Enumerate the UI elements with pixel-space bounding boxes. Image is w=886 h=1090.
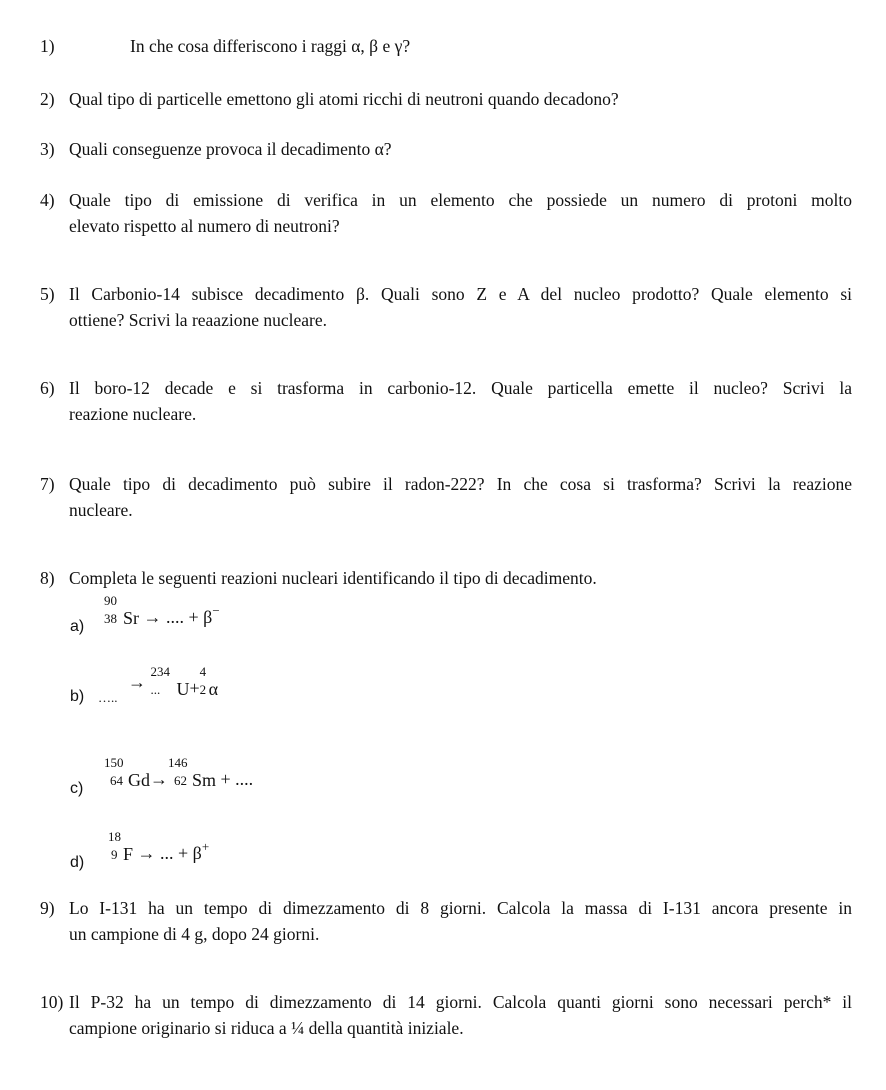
question-number: 2) (40, 89, 55, 109)
reaction-d (108, 829, 210, 865)
question-text-line-1: Il P-32 ha un tempo di dimezzamento di 14 giorni. Calcola quanti giorni sono necessari perch* il (69, 992, 852, 1012)
alpha-particle (199, 664, 219, 700)
question-number: 9) (40, 898, 55, 918)
question-text: Quali conseguenze provoca il decadimento α? (69, 139, 392, 159)
atomic-number: 64 (110, 773, 123, 789)
question-number: 1) (40, 36, 55, 56)
atomic-number: 38 (104, 611, 117, 627)
isotope-sr (104, 593, 140, 629)
question-text: In che cosa differiscono i raggi α, β e γ? (130, 36, 411, 56)
question-text-line-1: Il Carbonio-14 subisce decadimento β. Quali sono Z e A del nucleo prodotto? Quale elemento si (69, 284, 852, 304)
reaction-c (104, 755, 254, 791)
atomic-number: 9 (111, 847, 118, 863)
question-number: 3) (40, 139, 55, 159)
mass-number: 4 (199, 664, 207, 680)
reaction-b (98, 664, 219, 705)
question-text-line-2: nucleare. (69, 500, 133, 520)
question-text-line-1: Quale tipo di decadimento può subire il radon-222? In che cosa si trasforma? Scrivi la reazione (69, 474, 852, 494)
question-number: 6) (40, 378, 55, 398)
question-text-line-2: ottiene? Scrivi la reaazione nucleare. (69, 310, 327, 330)
isotope-gd (104, 755, 150, 791)
reaction-a (104, 593, 220, 629)
question-text-line-2: un campione di 4 g, dopo 24 giorni. (69, 924, 320, 944)
atomic-number: 2 (199, 682, 207, 698)
mass-number: 18 (108, 829, 121, 845)
question-text-line-2: reazione nucleare. (69, 404, 197, 424)
reaction-b-label: b) (70, 688, 85, 705)
question-text-line-1: Lo I-131 ha un tempo di dimezzamento di 8 giorni. Calcola la massa di I-131 ancora presente in (69, 898, 852, 918)
question-number: 10) (40, 992, 64, 1012)
isotope-f (108, 829, 134, 865)
plus: + (189, 678, 200, 698)
mass-number: 146 (168, 755, 188, 771)
atomic-number: ... (150, 682, 161, 698)
question-text-line-2: elevato rispetto al numero di neutroni? (69, 216, 340, 236)
question-text: Completa le seguenti reazioni nucleari identificando il tipo di decadimento. (69, 568, 597, 588)
reaction-rest: → ... + β (133, 843, 202, 863)
mass-number: 150 (104, 755, 124, 771)
reaction-a-label: a) (70, 618, 85, 635)
question-text-line-1: Il boro-12 decade e si trasforma in carbonio-12. Quale particella emette il nucleo? Scrivi la (69, 378, 852, 398)
reaction-d-label: d) (70, 854, 85, 871)
element-symbol: U (176, 679, 190, 700)
question-number: 5) (40, 284, 55, 304)
charge: − (212, 603, 220, 618)
reaction-c-label: c) (70, 780, 84, 797)
mass-number: 90 (104, 593, 117, 609)
question-text: Qual tipo di particelle emettono gli atomi ricchi di neutroni quando decadono? (69, 89, 619, 109)
question-text-line-2: campione originario si riduca a ¼ della quantità iniziale. (69, 1018, 464, 1038)
arrow: → (150, 769, 168, 789)
question-number: 4) (40, 190, 55, 210)
isotope-sm (168, 755, 217, 791)
isotope-u (150, 664, 190, 700)
element-symbol: Sr (123, 608, 140, 629)
question-number: 7) (40, 474, 55, 494)
reaction-rest: → .... + β (139, 607, 213, 627)
mass-number: 234 (150, 664, 170, 680)
arrow: → (128, 672, 146, 692)
question-number: 8) (40, 568, 55, 588)
element-symbol: Gd (128, 770, 150, 791)
question-text-line-1: Quale tipo di emissione di verifica in un elemento che possiede un numero di protoni molto (69, 190, 852, 210)
reaction-rest: + .... (216, 769, 254, 789)
atomic-number: 62 (174, 773, 187, 789)
element-symbol: Sm (192, 770, 217, 791)
unknown-reactant: ….. (98, 690, 118, 705)
element-symbol: F (123, 844, 134, 865)
particle-symbol: α (208, 679, 219, 700)
charge: + (201, 839, 210, 854)
